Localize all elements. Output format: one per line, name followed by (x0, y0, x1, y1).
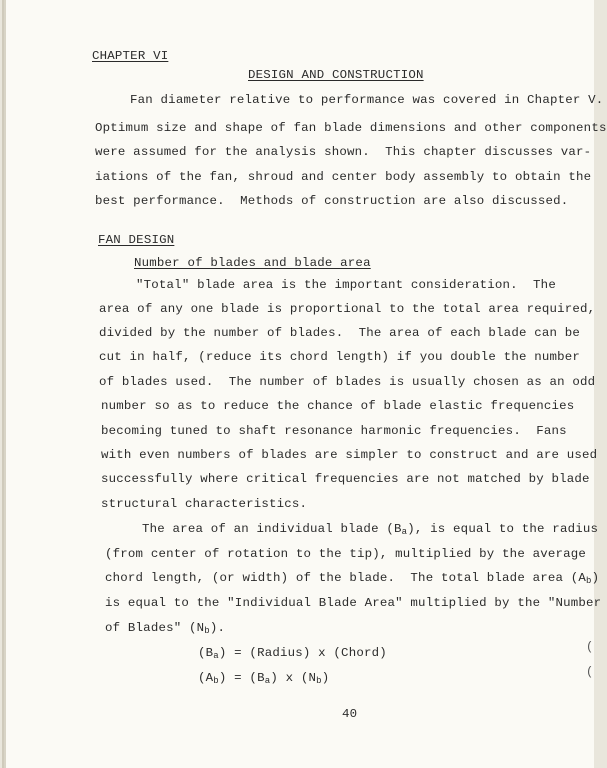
intro-line: Fan diameter relative to performance was covered in Chapter V. (130, 93, 604, 107)
paragraph-line: The area of an individual blade $(B_a)$, is equal to the radius (142, 522, 599, 537)
intro-line: iations of the fan, shroud and center body assembly to obtain the (95, 170, 592, 184)
paragraph-line: area of any one blade is proportional to the total area required, (99, 302, 596, 316)
page-number: 40 (342, 707, 358, 721)
paragraph-line: number so as to reduce the chance of blade elastic frequencies (101, 399, 575, 413)
paragraph-line: successfully where critical frequencies are not matched by blade (101, 472, 590, 486)
paragraph-line: becoming tuned to shaft resonance harmonic frequencies. Fans (101, 424, 567, 438)
paragraph-line: chord length, (or width) of the blade. The total blade area $(A_b)$ (105, 571, 600, 586)
paragraph-line: (from center of rotation to the tip), multiplied by the average (105, 547, 587, 561)
equation-blade-area: $(B_a)$ = (Radius) x (Chord) (198, 646, 387, 661)
subsection-heading: Number of blades and blade area (134, 256, 371, 270)
margin-mark: ( (586, 640, 594, 654)
paragraph-line: cut in half, (reduce its chord length) if you double the number (99, 350, 581, 364)
chapter-title: DESIGN AND CONSTRUCTION (248, 68, 424, 82)
document-page (6, 0, 607, 768)
paragraph-line: of blades used. The number of blades is usually chosen as an odd (99, 375, 596, 389)
paragraph-line: with even numbers of blades are simpler to construct and are used (101, 448, 598, 462)
margin-mark: ( (586, 665, 594, 679)
paragraph-line: is equal to the "Individual Blade Area" multiplied by the "Number (105, 596, 602, 610)
equation-total-area: $(A_b) = (B_a)$ x $(N_b)$ (198, 671, 330, 686)
paragraph-line: of Blades" $(N_b)$. (105, 621, 226, 636)
paragraph-line: structural characteristics. (101, 497, 308, 511)
chapter-label: CHAPTER VI (92, 49, 169, 63)
intro-line: were assumed for the analysis shown. This chapter discusses var- (95, 145, 592, 159)
paragraph-line: divided by the number of blades. The area of each blade can be (99, 326, 581, 340)
section-heading: FAN DESIGN (98, 233, 175, 247)
paragraph-line: "Total" blade area is the important consideration. The (136, 278, 556, 292)
intro-line: Optimum size and shape of fan blade dimensions and other components (95, 121, 607, 135)
intro-line: best performance. Methods of construction are also discussed. (95, 194, 569, 208)
